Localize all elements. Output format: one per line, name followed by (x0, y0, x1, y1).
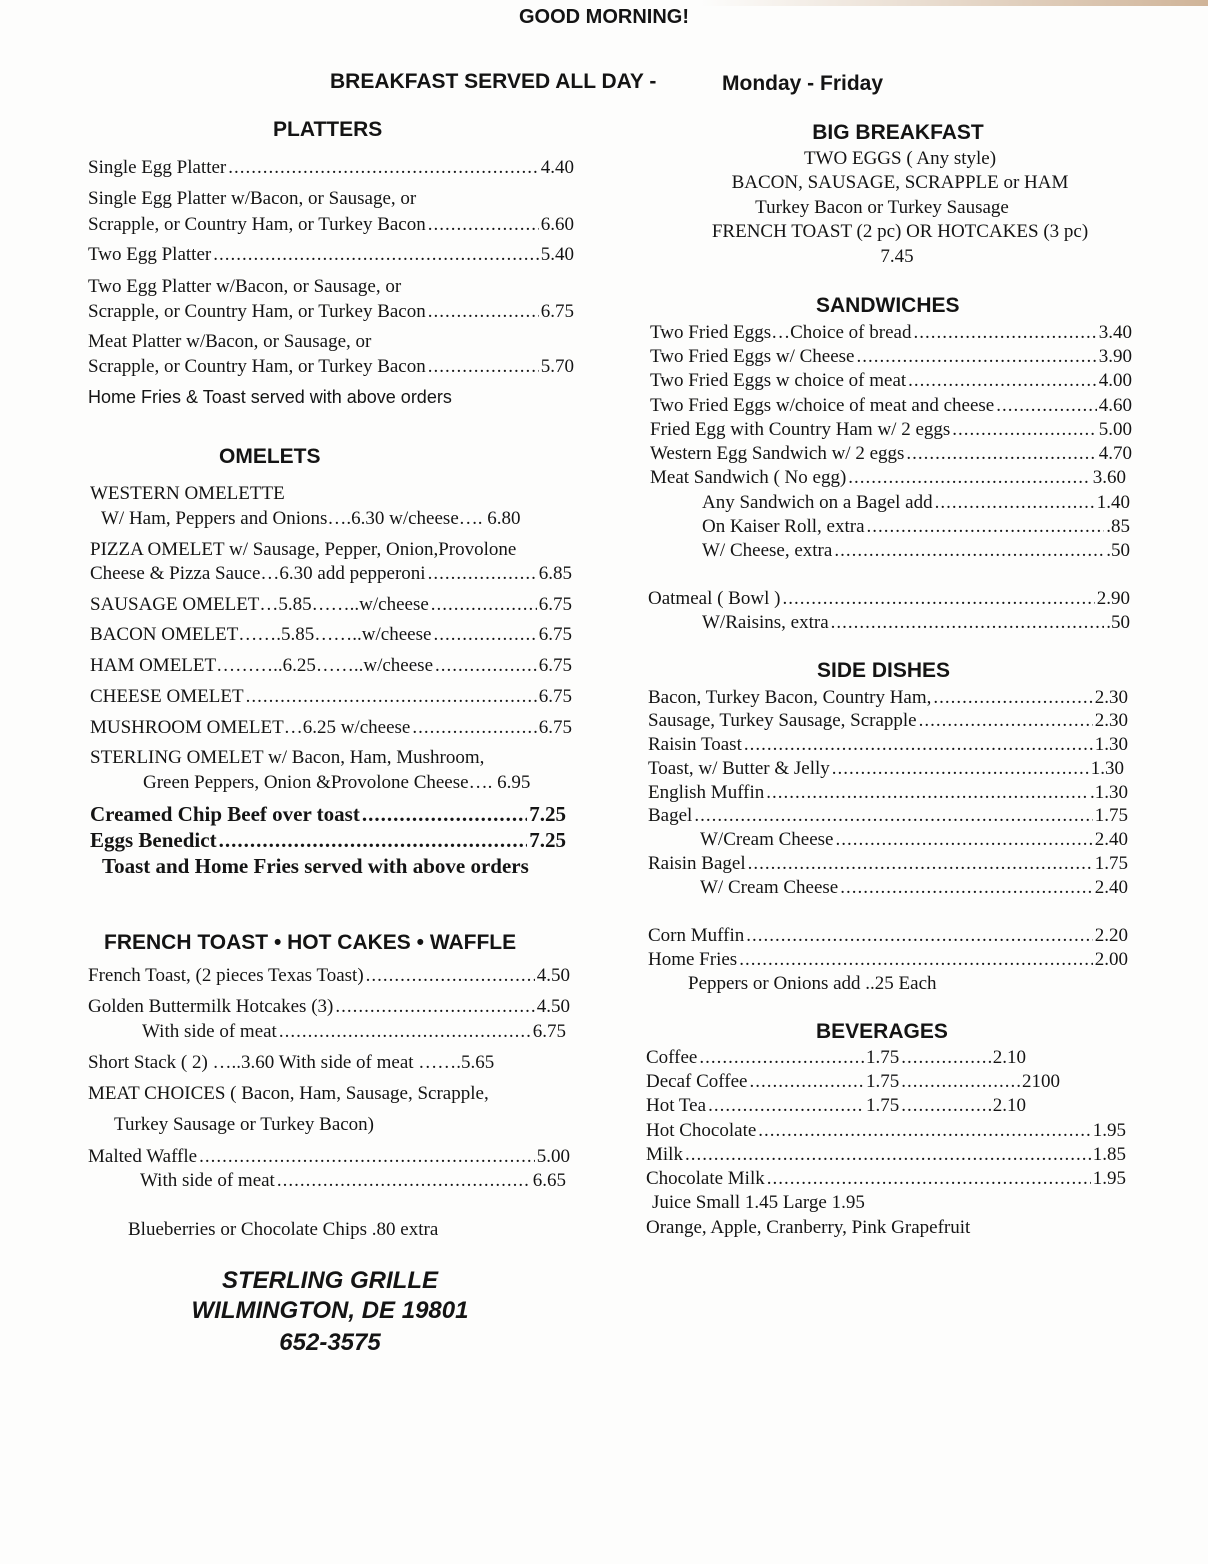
menu-item (650, 369, 1132, 393)
item-name: Two Fried Eggs…Choice of bread (650, 322, 912, 343)
item-price: 4.50 (536, 996, 570, 1017)
item-name: Two Egg Platter (88, 244, 212, 265)
side-dishes-title: SIDE DISHES (817, 659, 951, 682)
beverages-title: BEVERAGES (816, 1020, 948, 1043)
menu-item-line: Single Egg Platter w/Bacon, or Sausage, or (88, 188, 417, 209)
item-price: 6.65 (532, 1170, 566, 1191)
leader-dots (431, 593, 537, 617)
leader-dots (428, 355, 539, 379)
menu-item (88, 1145, 570, 1169)
item-name: Two Fried Eggs w choice of meat (650, 370, 907, 391)
menu-item (88, 300, 574, 324)
item-name: On Kaiser Roll, extra (702, 516, 865, 537)
item-name: MUSHROOM OMELET…6.25 w/cheese (90, 717, 411, 738)
juice-prices: Juice Small 1.45 Large 1.95 (652, 1192, 865, 1213)
item-price: 1.95 (1092, 1168, 1126, 1189)
small-price: 1.75 (866, 1095, 900, 1116)
days-heading: Monday - Friday (722, 72, 884, 95)
item-price: .50 (1106, 540, 1130, 561)
item-price: 3.90 (1098, 346, 1132, 367)
item-price: 6.75 (540, 301, 574, 322)
menu-item (88, 995, 570, 1019)
item-name-cell (646, 1046, 866, 1070)
item-price: 6.75 (532, 1021, 566, 1042)
item-name: Single Egg Platter (88, 157, 227, 178)
leader-dots (840, 876, 1093, 900)
item-name: Milk (646, 1144, 683, 1165)
leader-dots (835, 828, 1092, 852)
item-name: Fried Egg with Country Ham w/ 2 eggs (650, 419, 951, 440)
item-price: 1.30 (1090, 758, 1124, 779)
large-price: 2.10 (992, 1095, 1026, 1116)
item-price: 2.40 (1094, 877, 1128, 898)
item-name: Scrapple, or Country Ham, or Turkey Bacon (88, 214, 426, 235)
greeting-heading: GOOD MORNING! (519, 6, 689, 28)
item-price: 7.25 (529, 802, 566, 826)
menu-item (88, 355, 574, 379)
item-name: With side of meat (140, 1170, 275, 1191)
leader-dots (782, 587, 1094, 611)
french-toast-title: FRENCH TOAST • HOT CAKES • WAFFLE (104, 931, 517, 954)
menu-item (650, 394, 1132, 418)
menu-item (90, 802, 566, 826)
item-price: 3.60 (1092, 467, 1126, 488)
big-breakfast-price: 7.45 (880, 246, 914, 267)
item-price: 6.60 (540, 214, 574, 235)
item-name: Coffee (646, 1047, 698, 1068)
item-price: 1.75 (1094, 853, 1128, 874)
platters-note: Home Fries & Toast served with above orders (88, 387, 452, 407)
menu-item (648, 757, 1124, 781)
leader-dots (901, 1070, 1020, 1094)
leader-dots (362, 802, 527, 826)
menu-item (648, 948, 1128, 972)
big-breakfast-line: Turkey Bacon or Turkey Sausage (755, 197, 1009, 218)
leader-dots (435, 654, 537, 678)
item-price: 1.85 (1092, 1144, 1126, 1165)
leader-dots (996, 394, 1097, 418)
item-price: 5.00 (536, 1146, 570, 1167)
item-price: 5.00 (1098, 419, 1132, 440)
small-price: 1.75 (866, 1047, 900, 1068)
leader-dots (219, 828, 528, 852)
menu-item (648, 852, 1128, 876)
leader-dots (213, 243, 539, 267)
leader-dots (739, 948, 1093, 972)
menu-item (648, 587, 1130, 611)
pizza-omelet: PIZZA OMELET w/ Sausage, Pepper, Onion,Provolone (90, 539, 517, 560)
item-name: Sausage, Turkey Sausage, Scrapple (648, 710, 917, 731)
meat-choices: MEAT CHOICES ( Bacon, Ham, Sausage, Scrapple, (88, 1083, 489, 1104)
leader-dots (766, 781, 1088, 805)
small-price: 1.75 (866, 1071, 900, 1092)
leader-dots (856, 345, 1096, 369)
big-breakfast-line: BACON, SAUSAGE, SCRAPPLE or HAM (731, 172, 1069, 193)
juice-flavors: Orange, Apple, Cranberry, Pink Grapefruit (646, 1217, 971, 1238)
omelets-title: OMELETS (219, 445, 321, 468)
menu-item (650, 345, 1132, 369)
item-price: 1.95 (1092, 1120, 1126, 1141)
large-price: 2.10 (992, 1047, 1026, 1068)
leader-dots (749, 1070, 864, 1094)
item-name: Raisin Bagel (648, 853, 746, 874)
leader-dots (832, 757, 1089, 781)
big-breakfast-title: BIG BREAKFAST (812, 121, 984, 144)
item-name: English Muffin (648, 782, 765, 803)
menu-item (88, 964, 570, 988)
item-price: 6.75 (538, 624, 572, 645)
item-name: Scrapple, or Country Ham, or Turkey Bacon (88, 356, 426, 377)
menu-item (700, 828, 1128, 852)
item-name: Corn Muffin (648, 925, 745, 946)
leader-dots (699, 1046, 864, 1070)
menu-item (702, 515, 1130, 539)
item-price: 4.00 (1098, 370, 1132, 391)
item-name: French Toast, (2 pieces Texas Toast) (88, 965, 364, 986)
menu-item (648, 781, 1128, 805)
leader-dots (228, 156, 538, 180)
item-price: 3.40 (1098, 322, 1132, 343)
leader-dots (901, 1046, 991, 1070)
leader-dots (748, 852, 1093, 876)
item-price: 6.75 (538, 594, 572, 615)
item-name-cell (646, 1094, 866, 1118)
leader-dots (246, 685, 537, 709)
menu-item (90, 716, 572, 740)
leader-dots (744, 733, 1093, 757)
item-price: .85 (1106, 516, 1130, 537)
menu-item (88, 243, 574, 267)
menu-item (88, 156, 574, 180)
leader-dots (913, 321, 1096, 345)
menu-item (648, 686, 1128, 710)
item-name: W/Cream Cheese (700, 829, 834, 850)
item-price: 7.25 (529, 828, 566, 852)
menu-item (88, 213, 574, 237)
meat-choices-detail: Turkey Sausage or Turkey Bacon) (114, 1114, 375, 1135)
item-name: W/Raisins, extra (702, 612, 829, 633)
western-omelette-detail: W/ Ham, Peppers and Onions….6.30 w/cheese…. 6.80 (101, 508, 521, 529)
item-price: 2.20 (1094, 925, 1128, 946)
peppers-onions: Peppers or Onions add ..25 Each (688, 973, 937, 994)
menu-item (650, 321, 1132, 345)
leader-dots (901, 1094, 991, 1118)
menu-item-line: Two Egg Platter w/Bacon, or Sausage, or (88, 276, 402, 297)
leader-dots (428, 562, 537, 586)
menu-item (142, 1020, 566, 1044)
leader-dots (758, 1119, 1090, 1143)
menu-item (648, 709, 1128, 733)
restaurant-name: STERLING GRILLE (222, 1267, 438, 1294)
item-name-cell (646, 1070, 866, 1094)
item-name: CHEESE OMELET (90, 686, 244, 707)
item-name: Any Sandwich on a Bagel add (702, 492, 933, 513)
leader-dots (428, 213, 539, 237)
item-name: W/ Cheese, extra (702, 540, 833, 561)
item-name: Meat Sandwich ( No egg) (650, 467, 847, 488)
leader-dots (279, 1020, 531, 1044)
item-name: SAUSAGE OMELET…5.85……..w/cheese (90, 594, 429, 615)
item-name: Golden Buttermilk Hotcakes (3) (88, 996, 334, 1017)
item-name: Bacon, Turkey Bacon, Country Ham, (648, 687, 932, 708)
menu-item (650, 442, 1132, 466)
item-name: Chocolate Milk (646, 1168, 765, 1189)
leader-dots (708, 1094, 864, 1118)
item-name: Two Fried Eggs w/choice of meat and cheese (650, 395, 995, 416)
item-price: 6.85 (538, 563, 572, 584)
item-price: 1.75 (1094, 805, 1128, 826)
big-breakfast-line: TWO EGGS ( Any style) (803, 148, 997, 169)
waffle-extras: Blueberries or Chocolate Chips .80 extra (128, 1219, 439, 1240)
item-name: Cheese & Pizza Sauce…6.30 add pepperoni (90, 563, 426, 584)
item-price: 4.70 (1098, 443, 1132, 464)
leader-dots (908, 369, 1097, 393)
menu-item (648, 733, 1128, 757)
menu-item (90, 685, 572, 709)
item-price: 5.40 (540, 244, 574, 265)
leader-dots (694, 804, 1092, 828)
menu-item (90, 623, 572, 647)
sterling-omelet-detail: Green Peppers, Onion &Provolone Cheese…. 6.95 (143, 772, 531, 793)
menu-item (646, 1143, 1126, 1167)
leader-dots (919, 709, 1093, 733)
leader-dots (746, 924, 1093, 948)
big-breakfast-line: FRENCH TOAST (2 pc) OR HOTCAKES (3 pc) (711, 221, 1089, 242)
item-price: .1.30 (1090, 782, 1128, 803)
leader-dots (933, 686, 1092, 710)
item-name: Scrapple, or Country Ham, or Turkey Bacon (88, 301, 426, 322)
menu-item (702, 611, 1130, 635)
platters-title: PLATTERS (273, 118, 383, 141)
served-all-day-heading: BREAKFAST SERVED ALL DAY - (330, 70, 657, 93)
item-price: 6.75 (538, 655, 572, 676)
leader-dots (767, 1167, 1091, 1191)
menu-item (90, 828, 566, 852)
item-name: Western Egg Sandwich w/ 2 eggs (650, 443, 905, 464)
item-price: 6.75 (538, 686, 572, 707)
item-name: HAM OMELET………..6.25……..w/cheese (90, 655, 434, 676)
leader-dots (433, 623, 536, 647)
leader-dots (685, 1143, 1091, 1167)
leader-dots (952, 418, 1096, 442)
item-name: Raisin Toast (648, 734, 742, 755)
leader-dots (412, 716, 536, 740)
beverage-row (646, 1070, 1060, 1094)
omelets-note: Toast and Home Fries served with above orders (102, 854, 529, 878)
item-name: Two Fried Eggs w/ Cheese (650, 346, 855, 367)
item-price: 2.40 (1094, 829, 1128, 850)
leader-dots (199, 1145, 535, 1169)
menu-item (650, 466, 1126, 490)
leader-dots (831, 611, 1105, 635)
item-price: 5.70 (540, 356, 574, 377)
menu-item (702, 491, 1130, 515)
item-price: .50 (1106, 612, 1130, 633)
leader-dots (848, 466, 1090, 490)
restaurant-phone: 652-3575 (279, 1329, 381, 1356)
menu-item (648, 924, 1128, 948)
item-price: 6.75 (538, 717, 572, 738)
item-name: Bagel (648, 805, 693, 826)
item-price: 1.30 (1094, 734, 1128, 755)
sandwiches-title: SANDWICHES (816, 294, 960, 317)
leader-dots (935, 491, 1095, 515)
item-price: 2.30 (1094, 687, 1128, 708)
restaurant-city: WILMINGTON, DE 19801 (191, 1297, 469, 1324)
item-price: 2.30 (1094, 710, 1128, 731)
item-price: 1.40 (1096, 492, 1130, 513)
item-name: Toast, w/ Butter & Jelly (648, 758, 830, 779)
menu-item (650, 418, 1132, 442)
item-name: Hot Tea (646, 1095, 707, 1116)
leader-dots (366, 964, 535, 988)
leader-dots (906, 442, 1096, 466)
item-name: Home Fries (648, 949, 738, 970)
item-name: Malted Waffle (88, 1146, 198, 1167)
leader-dots (335, 995, 534, 1019)
menu-item (700, 876, 1128, 900)
item-name: Decaf Coffee (646, 1071, 748, 1092)
item-price: 2.00 (1094, 949, 1128, 970)
item-name: W/ Cream Cheese (700, 877, 839, 898)
menu-item (90, 593, 572, 617)
large-price: 2100 (1022, 1071, 1060, 1092)
menu-item (646, 1119, 1126, 1143)
menu-item (646, 1167, 1126, 1191)
item-name: Hot Chocolate (646, 1120, 757, 1141)
item-name: With side of meat (142, 1021, 277, 1042)
item-price: 4.60 (1098, 395, 1132, 416)
item-name: Eggs Benedict (90, 828, 217, 852)
menu-item (90, 562, 572, 586)
leader-dots (834, 539, 1104, 563)
item-name: BACON OMELET…….5.85……..w/cheese (90, 624, 432, 645)
item-name: Creamed Chip Beef over toast (90, 802, 360, 826)
leader-dots (867, 515, 1105, 539)
item-price: 2.90 (1096, 588, 1130, 609)
item-price: 4.40 (540, 157, 574, 178)
menu-item-line: Meat Platter w/Bacon, or Sausage, or (88, 331, 372, 352)
leader-dots (277, 1169, 531, 1193)
item-price: 4.50 (536, 965, 570, 986)
menu-item (140, 1169, 566, 1193)
leader-dots (428, 300, 539, 324)
menu-item (702, 539, 1130, 563)
western-omelette: WESTERN OMELETTE (90, 483, 285, 504)
menu-item (648, 804, 1128, 828)
short-stack: Short Stack ( 2) …..3.60 With side of meat …….5.65 (88, 1052, 495, 1073)
beverage-row (646, 1094, 1026, 1118)
menu-item (90, 654, 572, 678)
item-name: Oatmeal ( Bowl ) (648, 588, 781, 609)
beverage-row (646, 1046, 1026, 1070)
sterling-omelet: STERLING OMELET w/ Bacon, Ham, Mushroom, (90, 747, 485, 768)
